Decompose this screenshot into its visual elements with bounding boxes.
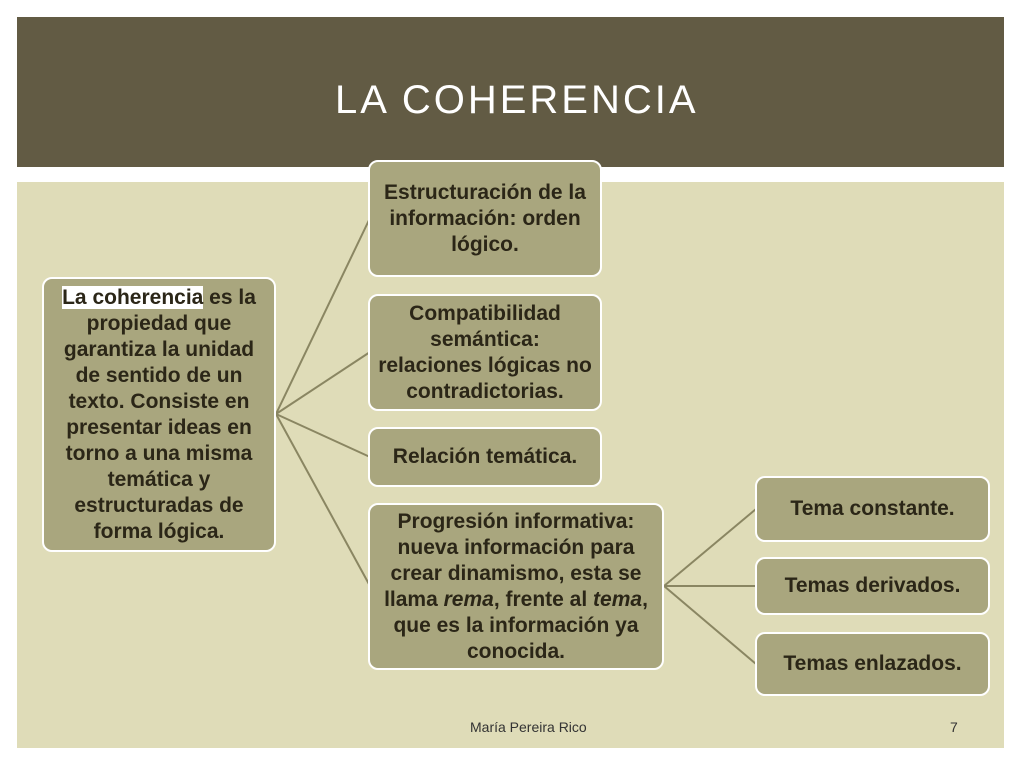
- branch-node-thematic: [368, 427, 602, 487]
- slide-title: LA COHERENCIA: [335, 78, 699, 122]
- root-definition-node: [42, 277, 276, 552]
- branch-emphasis-rema: rema: [443, 587, 494, 611]
- connector-progression-sub-1: [664, 509, 756, 586]
- connector-root-branch-4: [276, 414, 370, 586]
- footer-author: María Pereira Rico: [470, 719, 587, 735]
- branch-text: Estructuración de la información: orden lógico.: [384, 180, 586, 256]
- root-definition: es la propiedad que garantiza la unidad de sentido de un texto. Consiste en presentar ideas en torno a una misma temática y estructuradas de forma lógica.: [63, 285, 256, 543]
- branch-node-progression: [368, 503, 664, 670]
- sub-branch-text: Temas enlazados.: [783, 652, 962, 675]
- branch-node-compatibility: [368, 294, 602, 411]
- root-term: La coherencia: [62, 285, 204, 309]
- branch-text: Compatibilidad semántica: relaciones lógicas no contradictorias.: [378, 301, 592, 403]
- sub-node-linked: [755, 632, 990, 696]
- branch-emphasis-tema: tema: [593, 587, 643, 611]
- connector-root-branch-3: [276, 414, 370, 457]
- branch-text: , que es la información ya conocida.: [393, 587, 648, 663]
- branch-text: , frente al: [493, 587, 594, 611]
- branch-text: Progresión informativa: nueva información para crear dinamismo, esta se llama: [384, 509, 642, 611]
- sub-branch-text: Temas derivados.: [784, 574, 961, 597]
- sub-node-constant: [755, 476, 990, 542]
- connector-root-branch-1: [276, 218, 370, 414]
- connector-progression-sub-3: [664, 586, 756, 664]
- branch-node-structure: [368, 160, 602, 277]
- page-number: 7: [950, 719, 958, 735]
- sub-node-derived: [755, 557, 990, 615]
- branch-text: Relación temática.: [392, 445, 578, 468]
- sub-branch-text: Tema constante.: [790, 497, 955, 520]
